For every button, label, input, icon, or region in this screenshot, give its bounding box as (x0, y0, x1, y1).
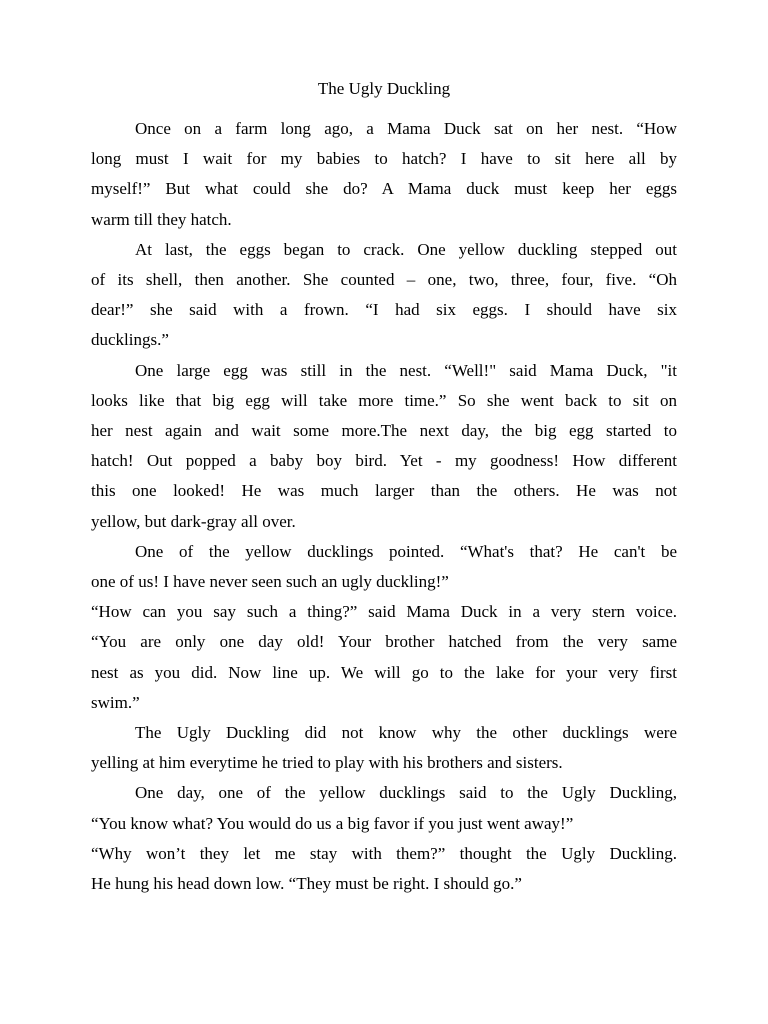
text-line: looks like that big egg will take more time.” So she went back to sit on (91, 390, 677, 410)
text-line: warm till they hatch. (91, 209, 232, 229)
text-line: myself!” But what could she do? A Mama duck must keep her eggs (91, 179, 677, 199)
text-line: One large egg was still in the nest. “Well!" said Mama Duck, "it (135, 360, 677, 380)
text-line: He hung his head down low. “They must be right. I should go.” (91, 874, 522, 893)
text-line: At last, the eggs began to crack. One yellow duckling stepped out (135, 239, 677, 259)
text-line: of its shell, then another. She counted – one, two, three, four, five. “Oh (91, 270, 677, 289)
text-line: yellow, but dark-gray all over. (91, 511, 296, 531)
text-line: Once on a farm long ago, a Mama Duck sat on her nest. “How (135, 119, 677, 138)
text-line: hatch! Out popped a baby boy bird. Yet - my goodness! How different (91, 451, 677, 471)
page-title: The Ugly Duckling (317, 79, 451, 98)
text-line: One day, one of the yellow ducklings said to the Ugly Duckling, (135, 783, 677, 803)
text-line: The Ugly Duckling did not know why the other ducklings were (135, 723, 677, 742)
text-line: “How can you say such a thing?” said Mama Duck in a very stern voice. (91, 602, 677, 622)
text-line: one of us! I have never seen such an ugly duckling!” (91, 572, 449, 591)
text-line: this one looked! He was much larger than the others. He was not (91, 481, 677, 501)
text-line: nest as you did. Now line up. We will go to the lake for your very first (91, 662, 677, 682)
text-line: dear!” she said with a frown. “I had six eggs. I should have six (91, 300, 677, 320)
text-line: “Why won’t they let me stay with them?” thought the Ugly Duckling. (91, 843, 677, 863)
text-line: yelling at him everytime he tried to play with his brothers and sisters. (91, 753, 563, 773)
text-line: “You know what? You would do us a big favor if you just went away!” (91, 813, 574, 833)
text-line: One of the yellow ducklings pointed. “What's that? He can't be (135, 541, 677, 561)
text-line: her nest again and wait some more.The next day, the big egg started to (91, 421, 677, 440)
text-line: long must I wait for my babies to hatch? I have to sit here all by (91, 149, 677, 169)
text-line: swim.” (91, 692, 140, 712)
text-line: ducklings.” (91, 330, 169, 350)
text-line: “You are only one day old! Your brother hatched from the very same (91, 632, 677, 652)
